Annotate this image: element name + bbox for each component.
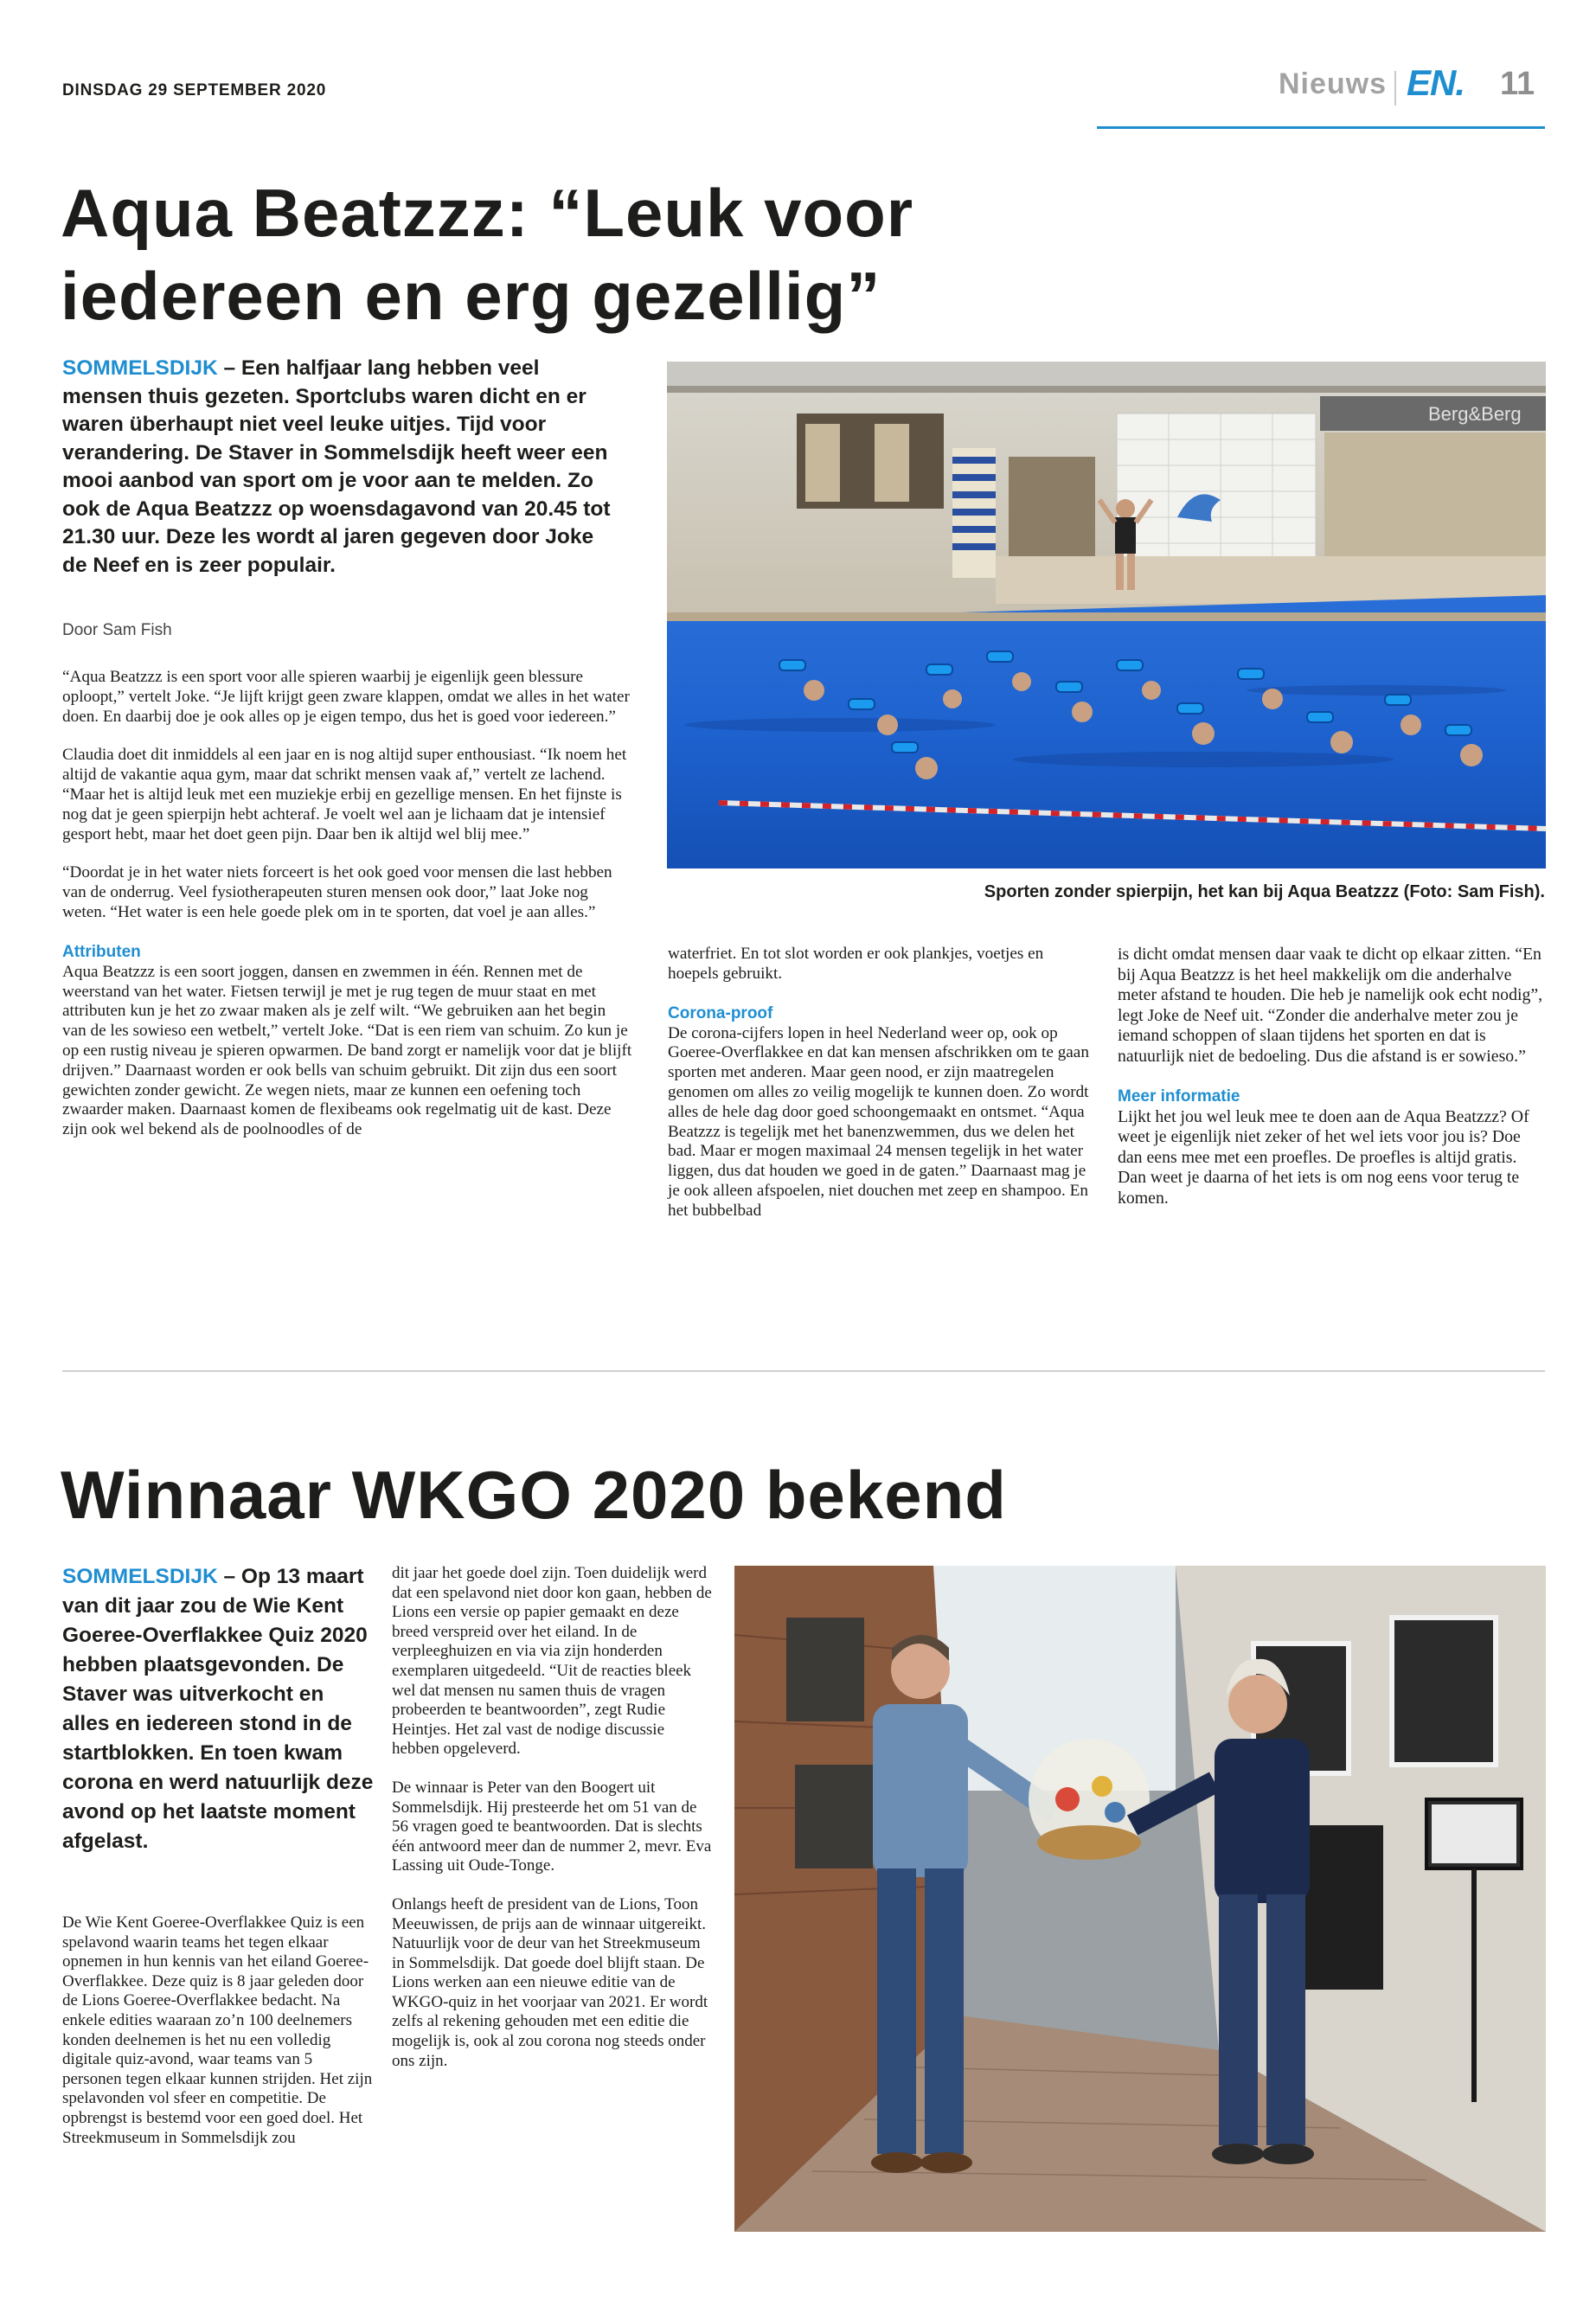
lead-text: – Op 13 maart van dit jaar zou de Wie Kent Goeree-Overflakkee Quiz 2020 hebben plaatsgevonden. De Staver was uitverkocht en alles en iedereen stond in de startblokken. En toen kwam corona en werd natuurlijk deze avond op het laatste moment afgelast. [62, 1565, 374, 1853]
pool-sign-text: Berg&Berg [1428, 403, 1522, 425]
paragraph: is dicht omdat mensen daar vaak te dicht op elkaar zitten. “En bij Aqua Beatzzz is het heel makkelijk om die anderhalve meter afstand te houden. Die heb je namelijk ook echt nodig”, legt Joke de Neef uit. “Zonder die anderhalve meter zou je iemand schoppen of slaan tijdens het sporten en dat is natuurlijk niet de bedoeling. Dus die afstand is er sowieso.” [1118, 945, 1543, 1066]
paragraph: “Doordat je in het water niets forceert is het ook goed voor mensen die last hebben van de onderrug. Veel fysiotherapeuten sturen mensen ook door,” laat Joke nog weten. “Het water is een hele goede plek om in te sporten, dat voel je aan alles.” [62, 863, 612, 921]
byline: Door Sam Fish [62, 621, 172, 639]
paragraph: De winnaar is Peter van den Boogert uit Sommelsdijk. Hij presteerde het om 51 van de 56 vragen goed te beantwoorden. Dat is slechts één antwoord meer dan de nummer 2, mevr. Eva Lassing uit Oude-Tonge. [392, 1778, 712, 1875]
lead-text: – Een halfjaar lang hebben veel mensen thuis gezeten. Sportclubs waren dicht en er waren überhaupt niet veel leuke uitjes. Tijd voor verandering. De Staver in Sommelsdijk heeft weer een mooi aanbod van sport om je voor aan te melden. Zo ook de Aqua Beatzzz op woensdagavond van 20.45 tot 21.30 uur. Deze les wordt al jaren gegeven door Joke de Neef en is zeer populair. [62, 356, 611, 577]
headline-line-1: Aqua Beatzzz: “Leuk voor [61, 175, 914, 251]
article1-column-1 [62, 668, 633, 1140]
paragraph: Lijkt het jou wel leuk mee te doen aan de Aqua Beatzzz? Of weet je eigenlijk niet zeker of het wel iets voor jou is? Doe dan eens mee met een proefles. De proefles is altijd gratis. Dan weet je daarna of het iets is om nog eens voor terug te komen. [1118, 1106, 1529, 1208]
article1-headline [61, 171, 1012, 337]
article2-column-2 [392, 1564, 712, 2071]
article1-column-3 [1118, 945, 1547, 1209]
paragraph: waterfriet. En tot slot worden er ook plankjes, voetjes en hoepels gebruikt. [668, 945, 1044, 983]
paragraph: “Aqua Beatzzz is een sport voor alle spieren waarbij je eigenlijk geen blessure oploopt,” vertelt Joke. “Je lijft krijgt geen zware klappen, omdat we alles in het water doen. En daarbij doe je ook alles op je eigen tempo, dus het is goed voor iedereen.” [62, 668, 630, 726]
photo-caption: Sporten zonder spierpijn, het kan bij Aqua Beatzzz (Foto: Sam Fish). [984, 882, 1545, 901]
header-rule [1097, 126, 1545, 129]
section-label: Nieuws [1279, 67, 1388, 100]
article-separator [62, 1370, 1545, 1372]
gift-basket [1029, 1739, 1150, 1860]
article1-column-2 [668, 945, 1092, 1221]
article2-headline: Winnaar WKGO 2020 bekend [61, 1457, 1007, 1533]
lead-dateline: SOMMELSDIJK [62, 356, 218, 380]
paragraph: De corona-cijfers lopen in heel Nederland weer op, ook op Goeree-Overflakkee en dat kan mensen afschrikken om te gaan sporten met anderen. Maar geen nood, er zijn maatregelen genomen om alles zo veilig mogelijk te kunnen doen. Zo wordt alles de hele dag door goed schoongemaakt en ontsmet. “Aqua Beatzzz is tegelijk met het banenzwemmen, dus we delen het bad. Maar er mogen maximaal 24 mensen tegelijk in het water liggen, dus dat houden we goed in de gaten.” Daarnaast mag je je ook alleen afspoelen, niet douchen met zeep en shampoo. En het bubbelbad [668, 1023, 1089, 1220]
paragraph: Onlangs heeft de president van de Lions, Toon Meeuwissen, de prijs aan de winnaar uitgereikt. Natuurlijk voor de deur van het Streekmuseum in Sommelsdijk. Dat goede doel blijft staan. De Lions werken aan een nieuwe editie van de WKGO-quiz in het voorjaar van 2021. Er wordt zelfs al rekening gehouden met een editie die mogelijk is, ook al zou corona nog steeds onder ons zijn. [392, 1894, 708, 2070]
prize-handover-photo [734, 1566, 1546, 2232]
lead-dateline: SOMMELSDIJK [62, 1565, 218, 1588]
paragraph: De Wie Kent Goeree-Overflakkee Quiz is een spelavond waarin teams het tegen elkaar opnemen in hun kennis van het eiland Goeree-Overflakkee. Deze quiz is 8 jaar geleden door de Lions Goeree-Overflakkee bedacht. Na enkele edities waaraan zo’n 100 deelnemers konden deelnemen is het nu een volledig digitale quiz-avond, waar teams van 5 personen tegen elkaar kunnen strijden. Het zijn spelavonden vol sfeer en competitie. De opbrengst is bestemd voor een goed doel. Het Streekmuseum in Sommelsdijk zou [62, 1913, 373, 2147]
header-divider [1394, 71, 1396, 106]
subhead-meer-informatie: Meer informatie [1118, 1086, 1240, 1106]
issue-date: DINSDAG 29 SEPTEMBER 2020 [62, 81, 327, 99]
aqua-class-photo [667, 362, 1546, 868]
article2-lead [62, 1562, 374, 1856]
paragraph: dit jaar het goede doel zijn. Toen duidelijk werd dat een spelavond niet door kon gaan, hebben de Lions een versie op papier gemaakt en deze breed verspreid over het eiland. In de verpleeghuizen en via via zijn honderden exemplaren uitgedeeld. “Uit de reacties bleek wel dat mensen nu samen thuis de vragen probeerden te beantwoorden”, zegt Rudie Heintjes. Het zal vast de nodige discussie hebben opgeleverd. [392, 1564, 712, 1759]
article1-lead [62, 355, 616, 580]
subhead-corona-proof: Corona-proof [668, 1003, 773, 1022]
article2-column-1 [62, 1913, 374, 2148]
headline-line-2: iedereen en erg gezellig” [61, 258, 881, 334]
newspaper-logo: EN. [1407, 62, 1465, 103]
paragraph: Claudia doet dit inmiddels al een jaar en is nog altijd super enthousiast. “Ik noem het altijd de vakantie aqua gym, maar dat schrikt mensen vaak af,” vertelt ze lachend. “Maar het is altijd leuk met een muziekje erbij en gezellige mensen. En het fijnste is nog dat je geen spierpijn hebt achteraf. Je voelt wel aan je lichaam dat je intensief gesport hebt, maar het doet geen pijn. Daar ben ik altijd wel blij mee.” [62, 746, 627, 843]
subhead-attributen: Attributen [62, 942, 141, 961]
paragraph: Aqua Beatzzz is een soort joggen, dansen en zwemmen in één. Rennen met de weerstand van het water. Fietsen terwijl je met je rug tegen de muur staat en met attributen kun je het zo zwaar maken als je zelf wilt. “We gebruiken aan het begin van de les sowieso een wetbelt,” vertelt Joke. “Dat is een riem van schuim. Zo kun je op een rustig niveau je spieren opwarmen. De band zorgt er namelijk voor dat je blijft drijven.” Daarnaast worden er ook bells van schuim gebruikt. Dit zijn dus een soort gewichten zonder gewicht. Ze wegen niets, maar ze kunnen een oefening toch zwaarder maken. Daarnaast komen de flexibeams ook regelmatig uit de kast. Deze zijn ook wel bekend als de poolnoodles of de [62, 962, 632, 1139]
page-number: 11 [1500, 66, 1535, 102]
